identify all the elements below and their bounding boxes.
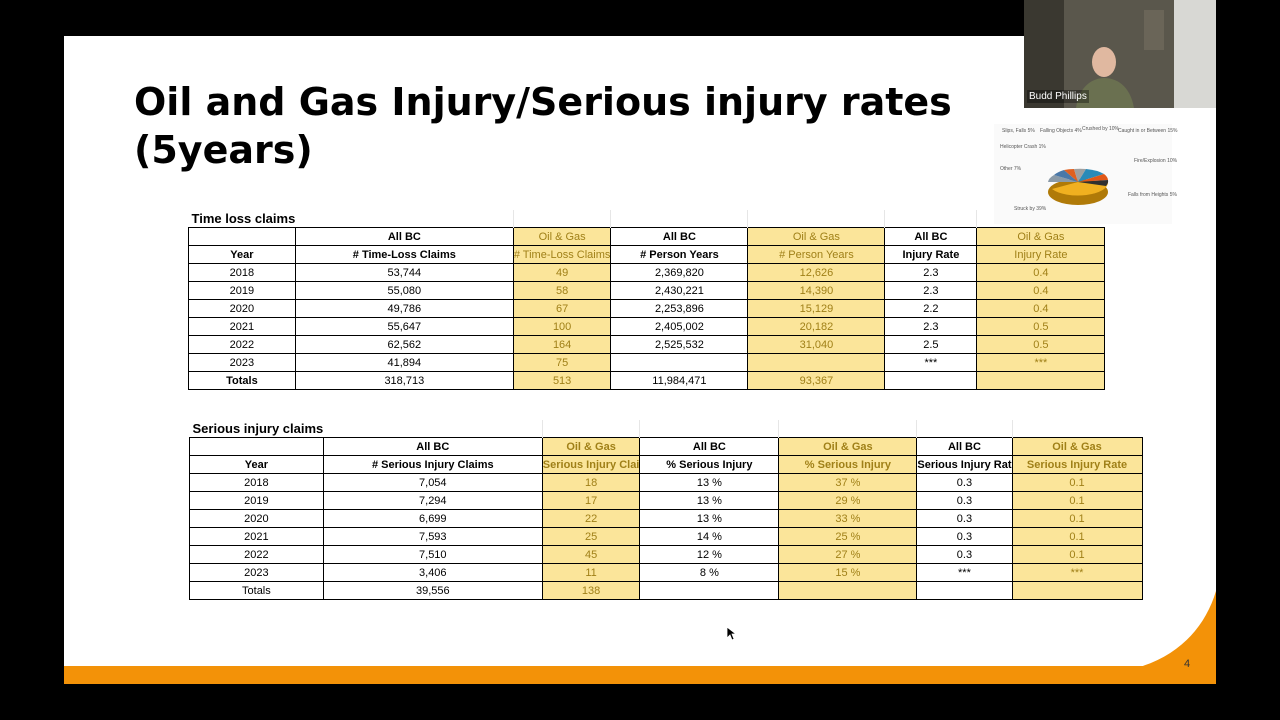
cell-value: 2,369,820 [611,264,748,282]
table-row [190,510,1143,528]
pie-label-fire: Fire/Explosion 10% [1134,158,1178,164]
pie-label-falls-heights: Falls from Heights 5% [1128,192,1177,198]
table-row [189,300,1105,318]
cell-value: 22 [542,510,640,528]
cell-value: 39,556 [323,582,542,600]
cell-value: 164 [513,336,611,354]
header-og-injury-rate: Injury Rate [977,246,1105,264]
cell-year: 2019 [190,492,324,510]
participant-name-label: Budd Phillips [1029,91,1087,102]
cell-value: 7,510 [323,546,542,564]
pie-label-crushed: Crushed by 10% [1082,126,1119,132]
header-serious-injury-claims: # Serious Injury Claims [323,456,542,474]
cell-value: 7,054 [323,474,542,492]
header-oilgas: Oil & Gas [1012,438,1142,456]
header-row-top [189,228,1105,246]
header-allbc: All BC [611,228,748,246]
cell-value: *** [917,564,1012,582]
corner-wave-decoration [1124,591,1216,671]
cell-value: 58 [513,282,611,300]
cell-value: 14,390 [748,282,885,300]
cell-value: 318,713 [295,372,513,390]
cell-value: 0.4 [977,300,1105,318]
cell-value: 2.3 [885,282,977,300]
cell-value: 11,984,471 [611,372,748,390]
header-row-bottom [189,246,1105,264]
cell-value: 18 [542,474,640,492]
cell-value: 27 % [779,546,917,564]
cell-year: 2021 [189,318,296,336]
cell-value [977,372,1105,390]
header-oilgas: Oil & Gas [779,438,917,456]
cell-year: 2022 [190,546,324,564]
cell-totals-label: Totals [189,372,296,390]
cell-value: 2.3 [885,318,977,336]
pie-label-slips: Slips, Falls 5% [1002,128,1035,134]
cell-value: 0.3 [917,546,1012,564]
pie-chart-thumbnail [994,124,1178,224]
cell-value: 0.3 [917,510,1012,528]
cell-value [611,354,748,372]
table-caption-row [190,420,1143,438]
header-oilgas: Oil & Gas [977,228,1105,246]
cell-year: 2021 [190,528,324,546]
table-row [190,528,1143,546]
header-og-serious-injury-rate: Serious Injury Rate [1012,456,1142,474]
cell-value: *** [885,354,977,372]
cell-value [917,582,1012,600]
header-allbc: All BC [640,438,779,456]
header-og-pct-serious-injury: % Serious Injury [779,456,917,474]
cell-value: 8 % [640,564,779,582]
cell-value: 138 [542,582,640,600]
table-caption: Time loss claims [191,211,296,226]
header-og-time-loss-claims: # Time-Loss Claims [513,246,611,264]
cell-value: 11 [542,564,640,582]
cell-value: 53,744 [295,264,513,282]
table-caption: Serious injury claims [192,421,324,436]
cell-value: 0.4 [977,264,1105,282]
table-row [190,492,1143,510]
cell-value: 20,182 [748,318,885,336]
totals-row [189,372,1105,390]
page-number: 4 [1184,658,1191,670]
pie-label-other: Other 7% [1000,166,1022,172]
header-serious-injury-rate: Serious Injury Rat [917,456,1012,474]
cell-year: 2023 [189,354,296,372]
mouse-cursor-icon [727,627,737,641]
table-row [189,318,1105,336]
cell-value: 29 % [779,492,917,510]
table-row [189,264,1105,282]
cell-value: 25 [542,528,640,546]
header-pct-serious-injury: % Serious Injury [640,456,779,474]
pie-label-falling: Falling Objects 4% [1040,128,1082,134]
cell-value: *** [1012,564,1142,582]
cell-value: 6,699 [323,510,542,528]
table-row [189,336,1105,354]
cell-value: 33 % [779,510,917,528]
header-row-bottom [190,456,1143,474]
cell-value: 37 % [779,474,917,492]
header-allbc: All BC [917,438,1012,456]
header-og-serious-injury-claims: Serious Injury Clai [542,456,640,474]
table-row [189,282,1105,300]
cell-value: 12,626 [748,264,885,282]
cell-value: 0.4 [977,282,1105,300]
cell-value: 13 % [640,492,779,510]
cell-value: 0.5 [977,336,1105,354]
cell-value: 49,786 [295,300,513,318]
header-allbc: All BC [323,438,542,456]
cell-value [640,582,779,600]
cell-value: 100 [513,318,611,336]
cell-value: 41,894 [295,354,513,372]
table-row [190,546,1143,564]
bottom-accent-bar [64,666,1216,684]
header-time-loss-claims: # Time-Loss Claims [295,246,513,264]
cell-value: 67 [513,300,611,318]
cell-value: 49 [513,264,611,282]
header-oilgas: Oil & Gas [748,228,885,246]
header-allbc: All BC [295,228,513,246]
header-person-years: # Person Years [611,246,748,264]
header-year: Year [190,456,324,474]
totals-row [190,582,1143,600]
cell-value: 13 % [640,474,779,492]
pie-label-struck-by: Struck by 39% [1014,206,1047,212]
cell-value: 2,430,221 [611,282,748,300]
serious-injury-claims-table [189,420,1143,600]
cell-value [779,582,917,600]
cell-year: 2018 [190,474,324,492]
time-loss-claims-table [188,210,1105,390]
table-row [189,354,1105,372]
header-oilgas: Oil & Gas [513,228,611,246]
slide-title-line1: Oil and Gas Injury/Serious injury rates [134,80,952,124]
header-row-top [190,438,1143,456]
cell-value: 31,040 [748,336,885,354]
cell-value: 0.5 [977,318,1105,336]
cell-value: 17 [542,492,640,510]
cell-value: *** [977,354,1105,372]
pie-label-caught: Caught in or Between 15% [1118,128,1178,134]
header-og-person-years: # Person Years [748,246,885,264]
cell-value: 62,562 [295,336,513,354]
cell-value: 14 % [640,528,779,546]
cell-value: 0.1 [1012,492,1142,510]
presentation-slide [64,36,1216,684]
table-caption-row [189,210,1105,228]
cell-value: 0.1 [1012,510,1142,528]
cell-value: 0.3 [917,474,1012,492]
cell-year: 2023 [190,564,324,582]
cell-value: 25 % [779,528,917,546]
cell-year: 2018 [189,264,296,282]
header-year: Year [189,246,296,264]
cell-value: 2,253,896 [611,300,748,318]
table-row [190,474,1143,492]
participant-video-tile[interactable] [1024,0,1216,108]
cell-value: 15,129 [748,300,885,318]
cell-value: 3,406 [323,564,542,582]
cell-value: 55,080 [295,282,513,300]
cell-value: 2.5 [885,336,977,354]
cell-value: 13 % [640,510,779,528]
cell-value: 12 % [640,546,779,564]
cell-value: 93,367 [748,372,885,390]
cell-value: 7,593 [323,528,542,546]
cell-value: 15 % [779,564,917,582]
pie-label-helicopter: Helicopter Crash 1% [1000,144,1046,150]
cell-value: 0.1 [1012,546,1142,564]
cell-value [1012,582,1142,600]
cell-value: 0.1 [1012,474,1142,492]
cell-value: 2.2 [885,300,977,318]
cell-value: 0.1 [1012,528,1142,546]
header-allbc: All BC [885,228,977,246]
cell-value [885,372,977,390]
cell-value: 2.3 [885,264,977,282]
cell-totals-label: Totals [190,582,324,600]
header-injury-rate: Injury Rate [885,246,977,264]
cell-year: 2020 [190,510,324,528]
cell-value: 7,294 [323,492,542,510]
cell-value: 0.3 [917,492,1012,510]
cell-value: 45 [542,546,640,564]
cell-year: 2020 [189,300,296,318]
cell-value: 75 [513,354,611,372]
slide-title [134,78,1034,174]
cell-value: 0.3 [917,528,1012,546]
table-row [190,564,1143,582]
slide-title-line2: (5years) [134,128,313,172]
cell-value [748,354,885,372]
cell-value: 55,647 [295,318,513,336]
cell-value: 2,405,002 [611,318,748,336]
cell-value: 2,525,532 [611,336,748,354]
cell-value: 513 [513,372,611,390]
header-oilgas: Oil & Gas [542,438,640,456]
cell-year: 2022 [189,336,296,354]
cell-year: 2019 [189,282,296,300]
